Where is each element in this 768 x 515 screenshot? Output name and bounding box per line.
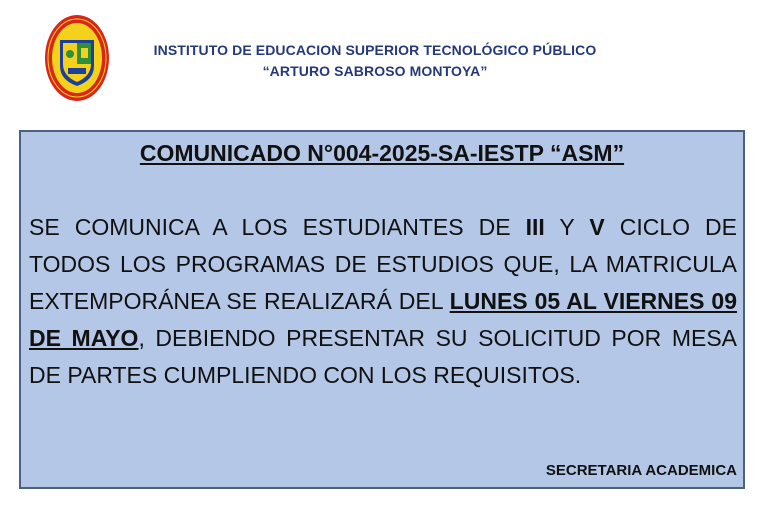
enrollment-dates: LUNES 05 AL VIERNES 09 DE MAYO [29,288,737,351]
institute-name: INSTITUTO DE EDUCACION SUPERIOR TECNOLÓGICO PÚBLICO [153,42,597,58]
signature: SECRETARIA ACADEMICA [545,462,737,479]
body-text-3: CICLO DE TODOS LOS PROGRAMAS DE ESTUDIOS QUE, LA MATRICULA EXTEMPORÁNEA SE REALIZARÁ DEL [29,214,738,314]
institute-header [120,40,630,82]
body-text-2: Y [544,214,590,240]
notice-title: COMUNICADO N°004-2025-SA-IESTP “ASM” [139,140,625,166]
notice-body [29,209,737,394]
cycle-v: V [589,214,605,240]
institute-logo [44,14,110,102]
body-text-1: SE COMUNICA A LOS ESTUDIANTES DE [29,214,526,240]
institute-subname: “ARTURO SABROSO MONTOYA” [262,63,488,79]
body-text-4: , DEBIENDO PRESENTAR SU SOLICITUD POR MESA DE PARTES CUMPLIENDO CON LOS REQUISITOS. [29,325,737,388]
cycle-iii: III [525,214,545,240]
notice-box [19,130,745,489]
